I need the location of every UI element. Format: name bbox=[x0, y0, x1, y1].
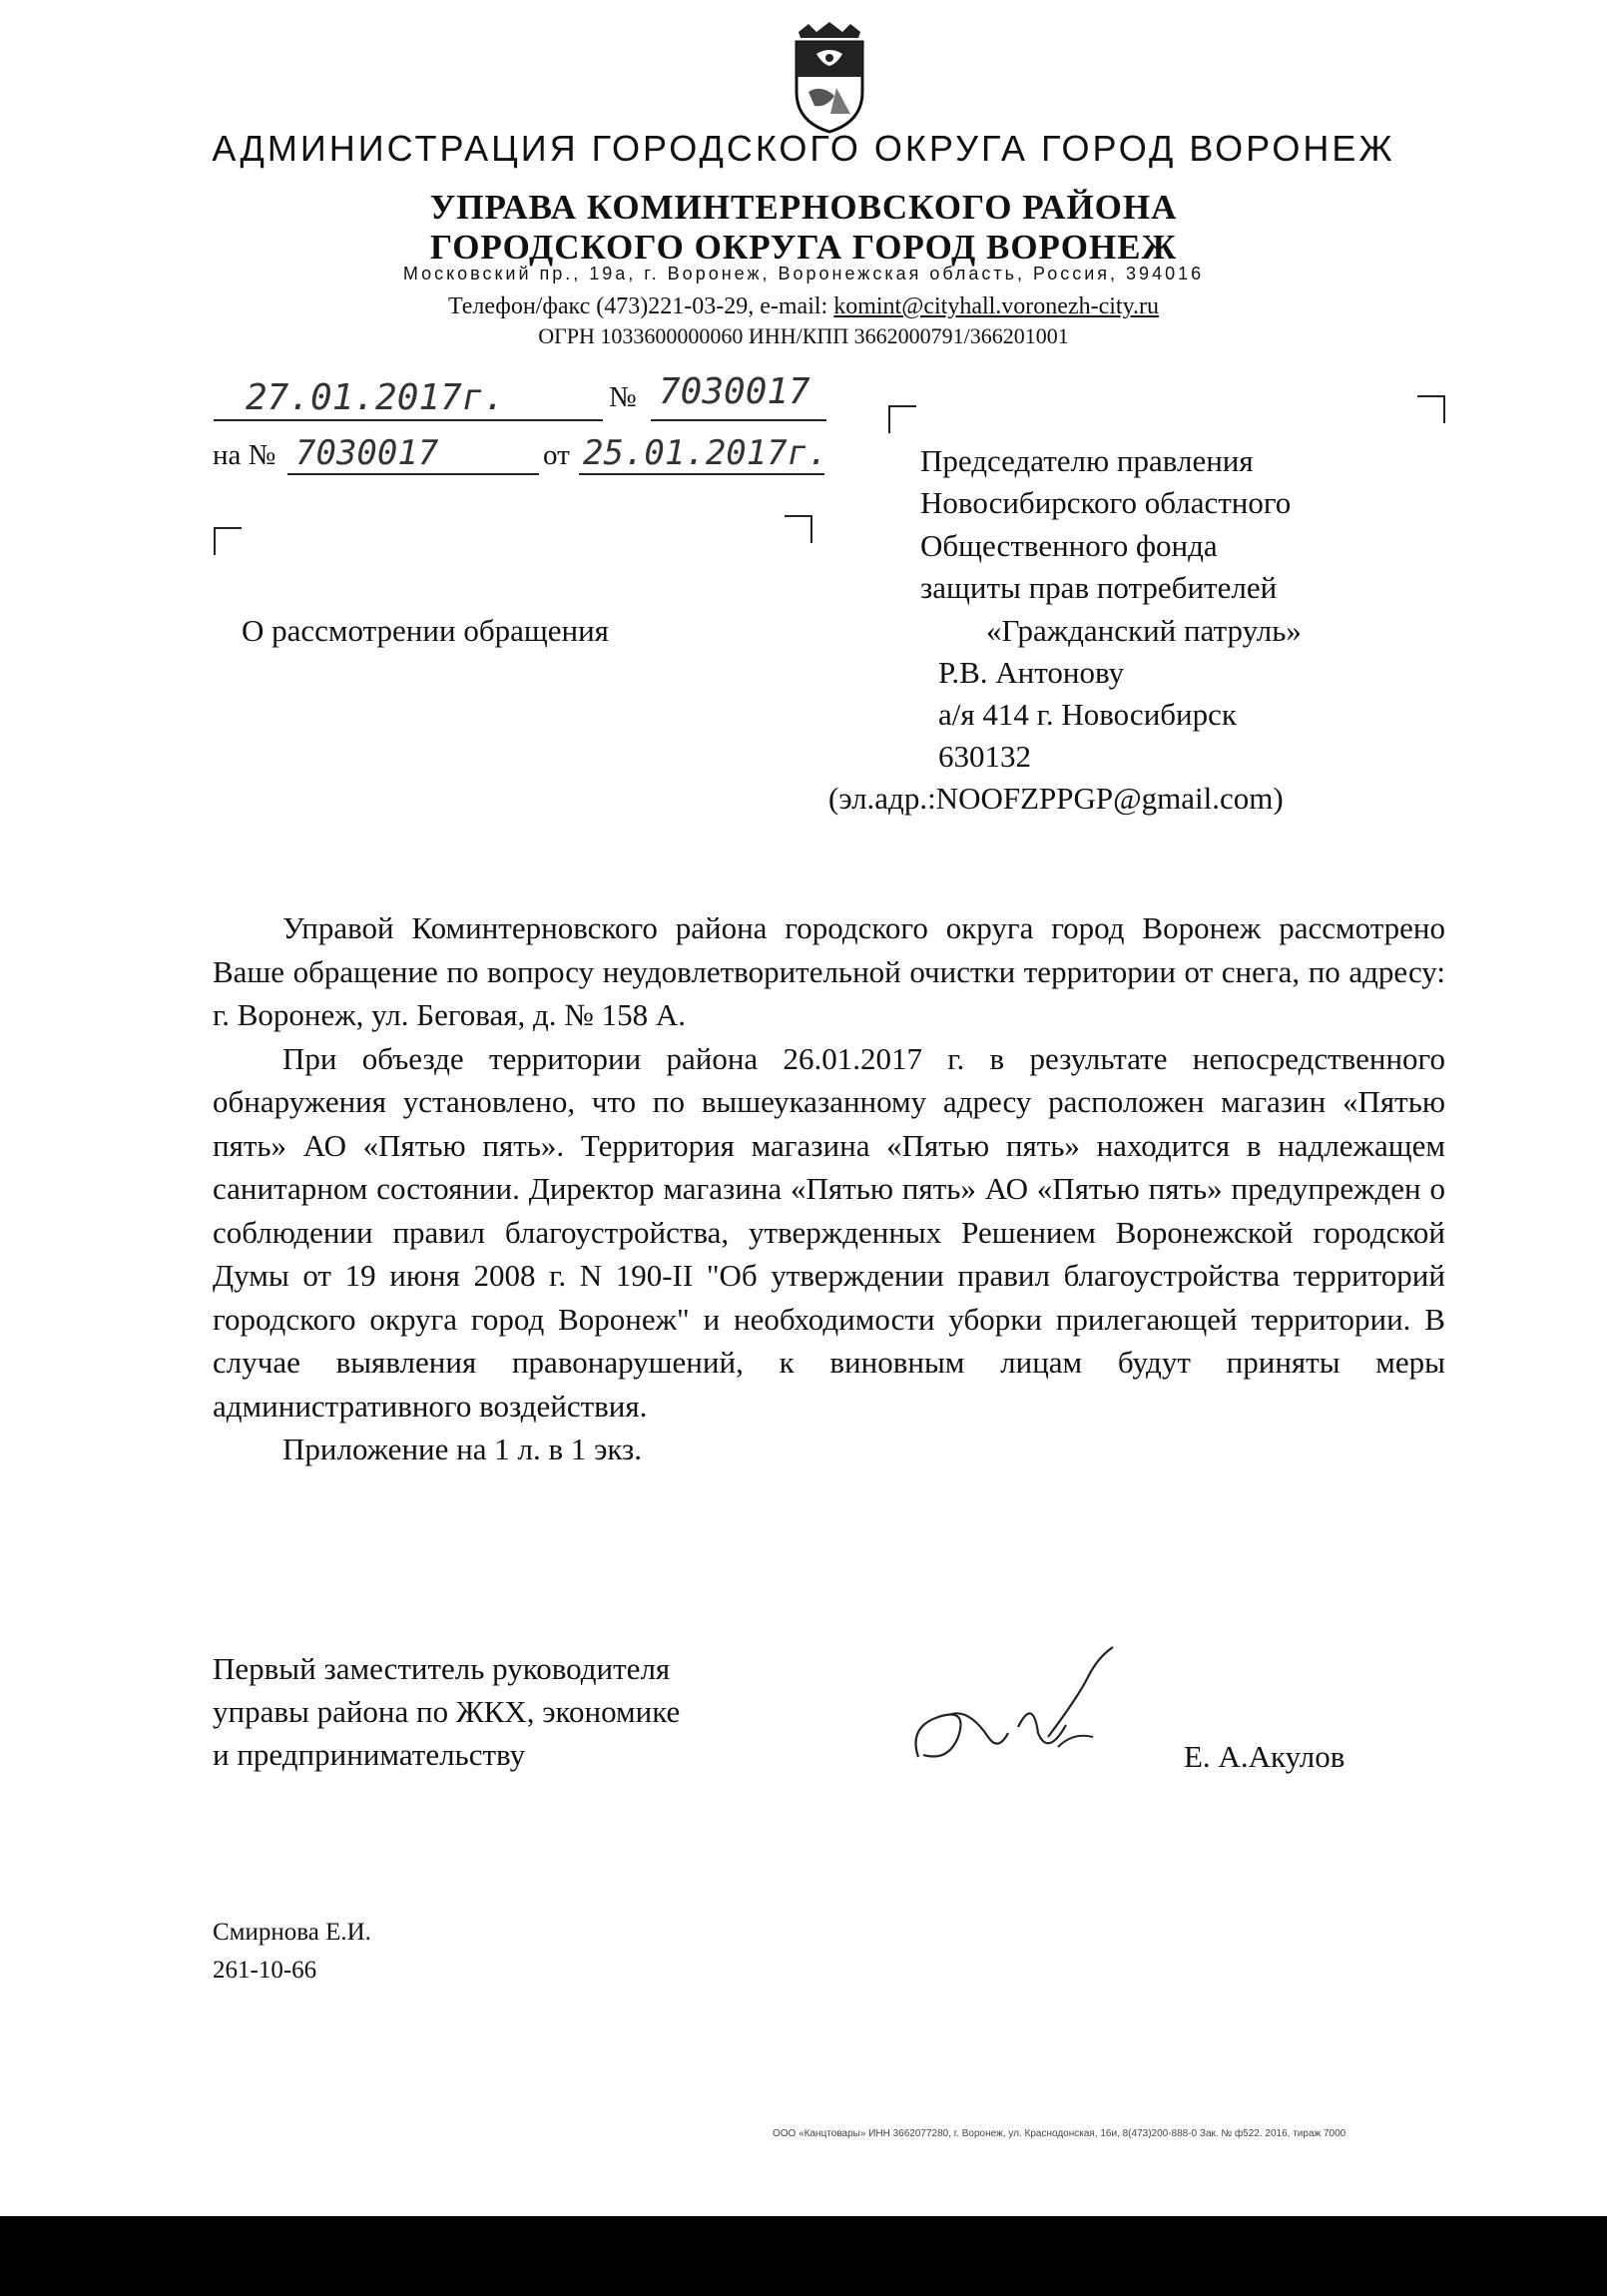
subject-bracket-right bbox=[785, 515, 812, 543]
signatory-position: и предпринимательству bbox=[213, 1737, 526, 1772]
administration-title: АДМИНИСТРАЦИЯ ГОРОДСКОГО ОКРУГА ГОРОД ВОРОНЕЖ bbox=[212, 128, 1395, 169]
reference-number-line bbox=[287, 473, 539, 475]
letter-subject: О рассмотрении обращения bbox=[242, 613, 609, 648]
email-link[interactable]: komint@cityhall.voronezh-city.ru bbox=[833, 293, 1160, 319]
recipient-line: защиты прав потребителей bbox=[920, 570, 1278, 605]
signatory-position: управы района по ЖКХ, экономике bbox=[213, 1694, 681, 1729]
recipient-line: Общественного фонда bbox=[920, 528, 1218, 563]
attachment-note: Приложение на 1 л. в 1 экз. bbox=[282, 1432, 643, 1466]
reference-date: 25.01.2017г. bbox=[583, 433, 828, 473]
recipient-line: а/я 414 г. Новосибирск bbox=[938, 697, 1237, 732]
body-paragraph: При объезде территории района 26.01.2017 г. в результате непосредственного обнаружения установлено, что по вышеуказанному адресу расположен магазин «Пятью пять» АО «Пятью пять». Территория магазина «Пятью пять» находится в надлежащем санитарном состоянии. Директор магазина «Пятью пять» АО «Пятью пять» предупрежден о соблюдении правил благоустройства, утвержденных Решением Воронежской городской Думы от 19 июня 2008 г. N 190-II "Об утверждении правил благоустройства территорий городского округа город Воронеж" и необходимости уборки прилегающей территории. В случае выявления правонарушений, к виновным лицам будут приняты меры административного воздействия. bbox=[213, 1040, 1445, 1424]
outgoing-date-line bbox=[214, 419, 603, 421]
address-bracket-right bbox=[1417, 395, 1445, 423]
postal-address: Московский пр., 19а, г. Воронеж, Воронежская область, Россия, 394016 bbox=[402, 264, 1205, 284]
registration-codes: ОГРН 1033600000060 ИНН/КПП 3662000791/366201001 bbox=[538, 323, 1069, 348]
department-title-line2: ГОРОДСКОГО ОКРУГА ГОРОД ВОРОНЕЖ bbox=[429, 228, 1178, 267]
executor-name: Смирнова Е.И. bbox=[213, 1919, 371, 1946]
outgoing-date: 27.01.2017г. bbox=[246, 377, 506, 418]
address-bracket-left bbox=[888, 405, 916, 433]
recipient-email: (эл.адр.:NOOFZPPGP@gmail.com) bbox=[828, 781, 1284, 816]
body-paragraph: Управой Коминтерновского района городского округа город Воронеж рассмотрено Ваше обращение по вопросу неудовлетворительной очистки территории от снега, по адресу: г. Воронеж, ул. Беговая, д. № 158 А. bbox=[213, 910, 1445, 1032]
scan-bottom-border bbox=[0, 2216, 1607, 2296]
recipient-line: Р.В. Антонову bbox=[938, 655, 1125, 690]
handwritten-signature bbox=[898, 1637, 1158, 1797]
recipient-line: Председателю правления bbox=[920, 443, 1254, 478]
recipient-line: «Гражданский патруль» bbox=[986, 613, 1302, 648]
outgoing-number-sign: № bbox=[609, 381, 637, 413]
outgoing-number-line bbox=[651, 419, 826, 421]
reference-from-label: от bbox=[543, 439, 570, 471]
reference-label: на № bbox=[213, 439, 276, 471]
contact-line bbox=[0, 293, 1607, 320]
subject-bracket-left bbox=[214, 527, 242, 555]
letter-body bbox=[213, 906, 1445, 1471]
recipient-line: 630132 bbox=[938, 739, 1031, 774]
phone-fax-text: Телефон/факс (473)221-03-29, e-mail: bbox=[447, 293, 834, 319]
signatory-name: Е. А.Акулов bbox=[1184, 1739, 1345, 1774]
recipient-line: Новосибирского областного bbox=[920, 485, 1292, 520]
executor-phone: 261-10-66 bbox=[213, 1957, 317, 1984]
signatory-position: Первый заместитель руководителя bbox=[213, 1651, 671, 1686]
printer-imprint: ООО «Канцтовары» ИНН 3662077280, г. Воронеж, ул. Краснодонская, 16и, 8(473)200-888-0 Зак. № ф522. 2016, тираж 7000 bbox=[773, 2128, 1346, 2139]
department-title-line1: УПРАВА КОМИНТЕРНОВСКОГО РАЙОНА bbox=[429, 188, 1178, 227]
coat-of-arms-emblem bbox=[787, 22, 872, 134]
reference-number: 7030017 bbox=[295, 433, 439, 473]
reference-date-line bbox=[579, 473, 824, 475]
outgoing-number: 7030017 bbox=[659, 371, 810, 412]
